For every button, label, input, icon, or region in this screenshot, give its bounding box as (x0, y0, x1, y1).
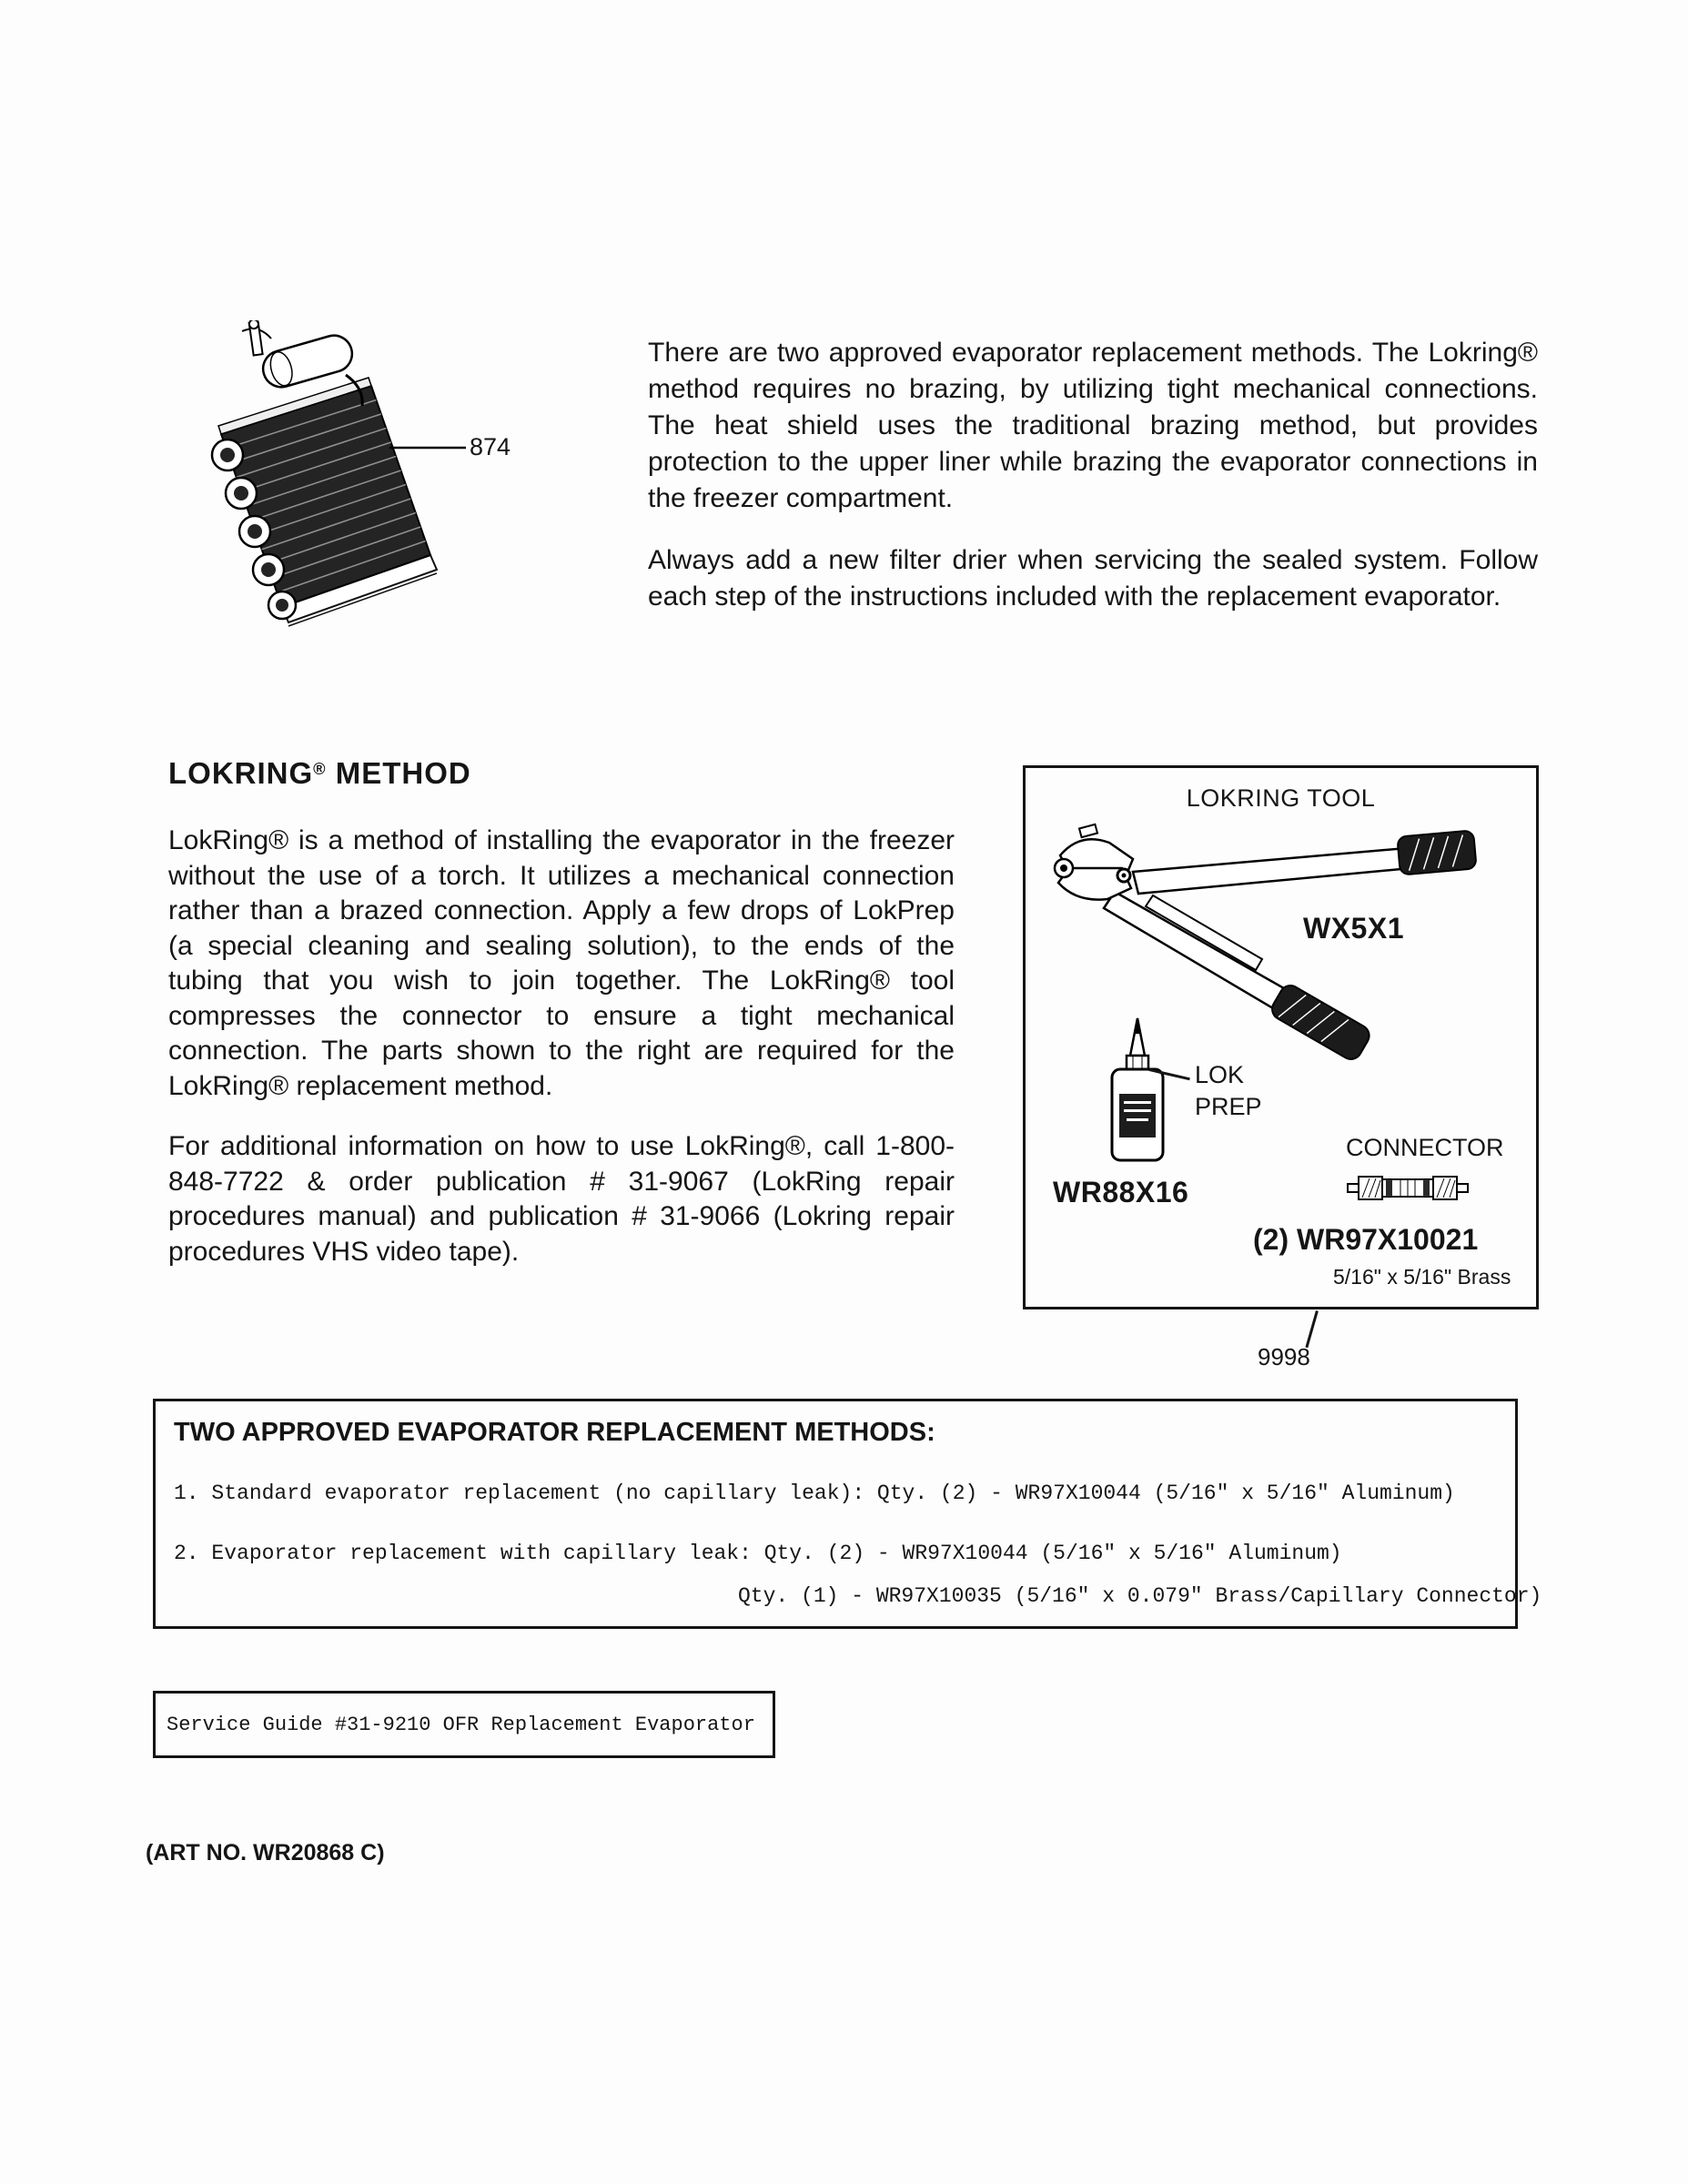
lokring-parts-box (1023, 765, 1539, 1309)
evaporator-figure (207, 320, 599, 648)
connector-part-number: (2) WR97X10021 (1253, 1223, 1479, 1256)
connector-illustration (1346, 1168, 1470, 1207)
lokprep-label-line1: LOK (1195, 1061, 1245, 1088)
evaporator-part-callout: 874 (470, 433, 511, 460)
methods-item-1: 1. Standard evaporator replacement (no capillary leak): Qty. (2) - WR97X10044 (5/16" x 5/16" Aluminum) (174, 1481, 1455, 1505)
lokprep-label-line2: PREP (1195, 1093, 1262, 1120)
lokring-tool-label: LOKRING TOOL (1186, 784, 1376, 812)
intro-paragraph-2: Always add a new filter drier when servicing the sealed system. Follow each step of the instructions included with the replacement evaporator. (648, 545, 1538, 612)
lokring-method-section (168, 755, 955, 1269)
registered-mark: ® (313, 760, 327, 779)
methods-box-title: TWO APPROVED EVAPORATOR REPLACEMENT METHODS: (174, 1418, 935, 1447)
intro-paragraph-1: There are two approved evaporator replacement methods. The Lokring® method requires no brazing, by utilizing tight mechanical connections. The heat shield uses the traditional brazing method, but provides protection to the upper liner while brazing the evaporator connections in the freezer compartment. (648, 338, 1538, 513)
art-number: (ART NO. WR20868 C) (146, 1840, 385, 1866)
lokprep-bottle-illustration (1100, 1016, 1175, 1167)
lokring-paragraph-1: LokRing® is a method of installing the evaporator in the freezer without the use of a torch. It utilizes a mechanical connection rather than a brazed connection. Apply a few drops of LokPrep (a special cleaning and sealing solution), to the ends of the tubing that you wish to join together. The LokRing® tool compresses the connector to ensure a tight mechanical connection. The parts shown to the right are required for the LokRing® replacement method. (168, 825, 955, 1101)
lokring-method-title (168, 755, 955, 796)
methods-box (153, 1399, 1542, 1629)
title-word: LOKRING (168, 756, 314, 790)
intro-text (648, 335, 1538, 615)
lokring-paragraph-2: For additional information on how to use LokRing®, call 1-800-848-7722 & order publication # 31-9067 (LokRing repair procedures manual) and publication # 31-9066 (Lokring repair procedures VHS video tape). (168, 1131, 955, 1267)
methods-item-2: 2. Evaporator replacement with capillary leak: Qty. (2) - WR97X10044 (5/16" x 5/16" Aluminum) (174, 1542, 1342, 1565)
evaporator-illustration (207, 320, 599, 648)
tool-part-number: WX5X1 (1303, 912, 1404, 945)
methods-item-2-continued: Qty. (1) - WR97X10035 (5/16" x 0.079" Brass/Capillary Connector) (738, 1584, 1542, 1608)
service-guide-box (153, 1691, 775, 1758)
title-rest: METHOD (326, 756, 471, 790)
figure-number: 9998 (1258, 1343, 1310, 1370)
lokprep-label (1195, 1059, 1262, 1123)
lokprep-part-number: WR88X16 (1053, 1176, 1189, 1208)
connector-size: 5/16" x 5/16" Brass (1333, 1265, 1511, 1289)
service-guide-label: Service Guide #31-9210 OFR Replacement Evaporator (167, 1713, 755, 1736)
connector-label: CONNECTOR (1346, 1134, 1504, 1161)
